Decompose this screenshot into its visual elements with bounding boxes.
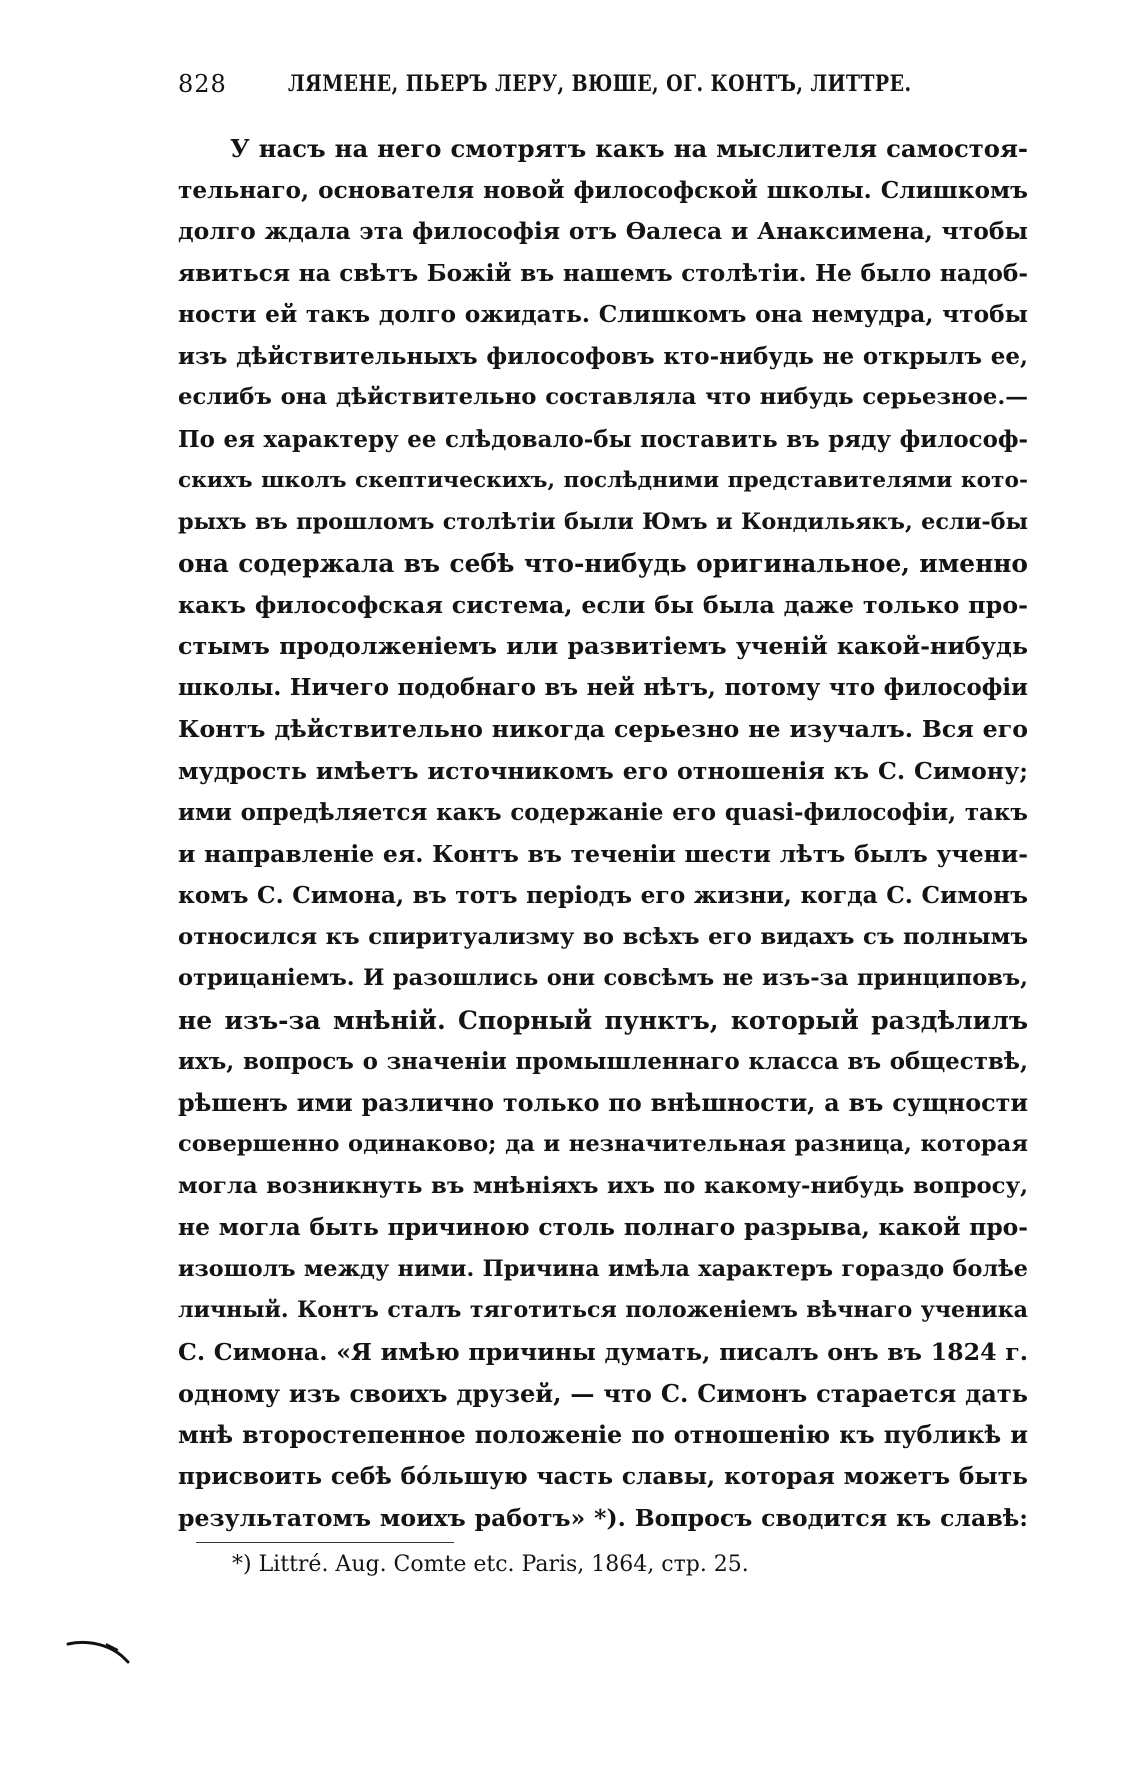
running-title: ЛЯМЕНЕ, ПЬЕРЪ ЛЕРУ, ВЮШЕ, ОГ. КОНТЪ, ЛИТТРЕ. (288, 71, 912, 97)
text-line: не могла быть причиною столь полнаго разрыва, какой про- (178, 1213, 1028, 1241)
text-line: могла возникнуть въ мнѣніяхъ ихъ по какому-нибудь вопросу, (178, 1172, 1028, 1199)
text-line: ности ей такъ долго ожидать. Слишкомъ она немудра, чтобы (178, 301, 1028, 328)
pen-stroke-mark (66, 1636, 136, 1666)
text-line: мудрость имѣетъ источникомъ его отношенія къ С. Симону; (178, 756, 1028, 785)
text-line: личный. Контъ сталъ тяготиться положеніемъ вѣчнаго ученика (178, 1297, 1028, 1323)
text-line: изъ дѣйствительныхъ философовъ кто-нибудь не открылъ ее, (178, 342, 1028, 370)
text-line: совершенно одинаково; да и незначительная разница, которая (178, 1131, 1028, 1157)
text-line: С. Симона. «Я имѣю причины думать, писалъ онъ въ 1824 г. (178, 1337, 1028, 1366)
footnote-rule (196, 1542, 454, 1543)
text-line: долго ждала эта философія отъ Ѳалеса и Анаксимена, чтобы (178, 217, 1028, 245)
running-head (178, 66, 1028, 102)
text-line: изошолъ между ними. Причина имѣла характеръ гораздо болѣе (178, 1255, 1028, 1282)
text-line: и направленіе ея. Контъ въ теченіи шести лѣтъ былъ учени- (178, 839, 1028, 868)
text-line: результатомъ моихъ работъ» *). Вопросъ сводится къ славѣ: (178, 1503, 1028, 1532)
page-number: 828 (178, 70, 227, 98)
text-line: комъ С. Симона, въ тотъ періодъ его жизни, когда С. Симонъ (178, 882, 1028, 909)
text-line: какъ философская система, если бы была даже только про- (178, 590, 1028, 619)
text-line: одному изъ своихъ друзей, — что С. Симонъ старается дать (178, 1379, 1028, 1408)
text-line: рыхъ въ прошломъ столѣтіи были Юмъ и Кондильякъ, если-бы (178, 508, 1028, 535)
text-line: ими опредѣляется какъ содержаніе его quasi-философіи, такъ (178, 799, 1028, 826)
text-line: отрицаніемъ. И разошлись они совсѣмъ не изъ-за принциповъ, (178, 965, 1028, 991)
text-line: она содержала въ себѣ что-нибудь оригинальное, именно (178, 549, 1028, 578)
footnote: *) Littré. Aug. Comte etc. Paris, 1864, стр. 25. (232, 1552, 749, 1577)
text-line: У насъ на него смотрятъ какъ на мыслителя самостоя- (230, 134, 1028, 163)
text-line: Контъ дѣйствительно никогда серьезно не изучалъ. Вся его (178, 715, 1028, 743)
text-line: скихъ школъ скептическихъ, послѣдними представителями кото- (178, 468, 1028, 493)
text-line: стымъ продолженіемъ или развитіемъ ученій какой-нибудь (178, 632, 1028, 660)
text-line: явиться на свѣтъ Божій въ нашемъ столѣтіи. Не было надоб- (178, 259, 1028, 287)
text-line: еслибъ она дѣйствительно составляла что нибудь серьезное.— (178, 384, 1028, 410)
text-line: По ея характеру ее слѣдовало-бы поставить въ ряду философ- (178, 425, 1028, 453)
text-line: тельнаго, основателя новой философской школы. Слишкомъ (178, 176, 1028, 204)
text-line: не изъ-за мнѣній. Спорный пунктъ, который раздѣлилъ (178, 1005, 1028, 1035)
body-text (178, 128, 1028, 1539)
text-line: рѣшенъ ими различно только по внѣшности, а въ сущности (178, 1088, 1028, 1117)
text-line: школы. Ничего подобнаго въ ней нѣтъ, потому что философіи (178, 674, 1028, 701)
text-line: присвоить себѣ бо́льшую часть славы, которая можетъ быть (178, 1463, 1028, 1490)
text-line: ихъ, вопросъ о значеніи промышленнаго класса въ обществѣ, (178, 1048, 1028, 1075)
text-line: относился къ спиритуализму во всѣхъ его видахъ съ полнымъ (178, 923, 1028, 950)
text-line: мнѣ второстепенное положеніе по отношенію къ публикѣ и (178, 1420, 1028, 1449)
